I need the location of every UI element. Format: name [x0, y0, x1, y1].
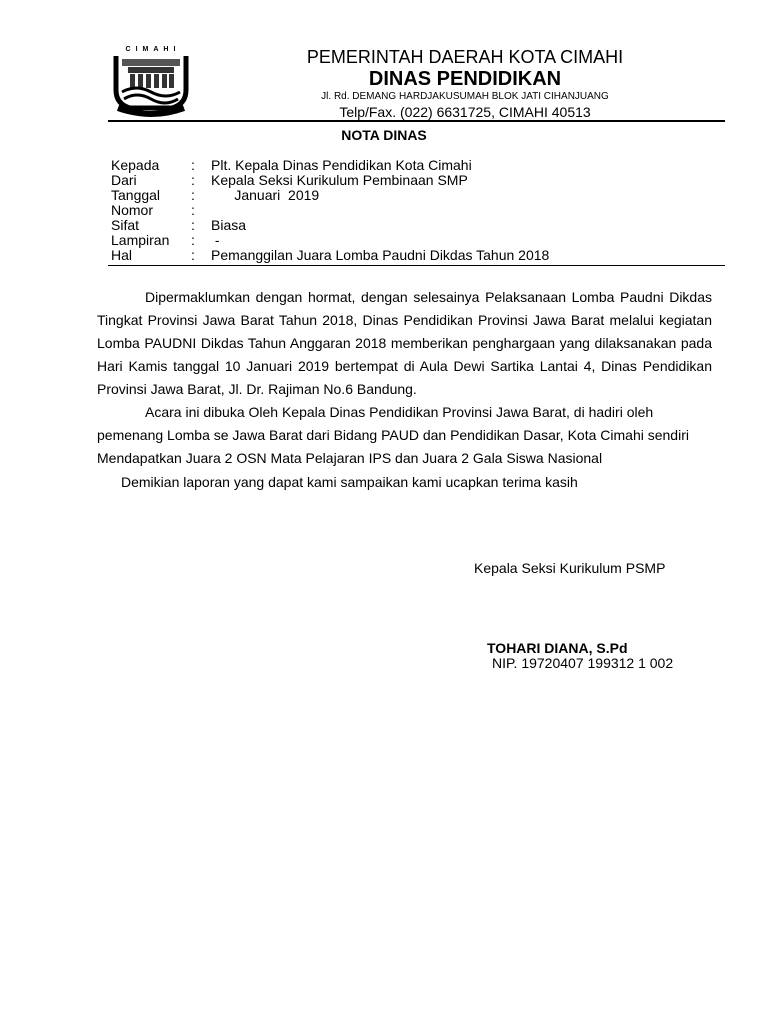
- header-field-value: Biasa: [211, 217, 247, 233]
- header-field-label: Kepada: [111, 157, 160, 173]
- header-field-value: Pemanggilan Juara Lomba Paudni Dikdas Tahun 2018: [211, 247, 550, 263]
- header-field-colon: :: [191, 157, 195, 173]
- header-field-label: Hal: [111, 247, 133, 263]
- header-field-value: Kepala Seksi Kurikulum Pembinaan SMP: [211, 172, 468, 188]
- header-field-colon: :: [191, 202, 195, 218]
- letterhead: [250, 46, 680, 120]
- city-emblem-logo: [108, 46, 194, 118]
- header-field-label: Dari: [111, 172, 137, 188]
- header-field-value: -: [211, 232, 220, 248]
- agency-address: Jl. Rd. DEMANG HARDJAKUSUMAH BLOK JATI CIHANJUANG: [321, 91, 609, 102]
- header-field-label: Nomor: [111, 202, 154, 218]
- body-paragraph-1: Dipermaklumkan dengan hormat, dengan selesainya Pelaksanaan Lomba Paudni Dikdas Tingkat Provinsi Jawa Barat Tahun 2018, Dinas Pendidikan Provinsi Jawa Barat melalui kegiatan Lomba PAUDNI Dikdas Tahun Anggaran 2018 memberikan penghargaan yang dilaksanakan pada Hari Kamis tanggal 10 Januari 2019 bertempat di Aula Dewi Sartika Lantai 4, Dinas Pendidikan Provinsi Jawa Barat, Jl. Dr. Rajiman No.6 Bandung.: [97, 289, 712, 397]
- memo-header-row: [108, 233, 725, 248]
- memo-body: [97, 286, 712, 470]
- memo-header-row: [108, 203, 725, 218]
- header-field-label: Lampiran: [111, 232, 170, 248]
- header-field-value: Plt. Kepala Dinas Pendidikan Kota Cimahi: [211, 157, 472, 173]
- header-field-colon: :: [191, 187, 195, 203]
- memo-header-row: [108, 188, 725, 203]
- memo-header-row: [108, 173, 725, 188]
- closing-sentence: Demikian laporan yang dapat kami sampaikan kami ucapkan terima kasih: [121, 474, 578, 490]
- header-field-colon: :: [191, 232, 195, 248]
- header-field-label: Tanggal: [111, 187, 161, 203]
- signatory-name: TOHARI DIANA, S.Pd: [487, 640, 628, 656]
- memo-header-row: [108, 218, 725, 233]
- memo-header-row: [108, 248, 725, 263]
- memo-header-table: [108, 158, 725, 263]
- agency-phone: Telp/Fax. (022) 6631725, CIMAHI 40513: [339, 104, 591, 120]
- memo-header-divider: [108, 265, 725, 266]
- memo-header-row: [108, 158, 725, 173]
- agency-name: DINAS PENDIDIKAN: [368, 68, 562, 90]
- logo-caption: CIMAHI: [125, 46, 181, 53]
- header-field-value: Januari 2019: [211, 187, 320, 203]
- signatory-nip: NIP. 19720407 199312 1 002: [492, 655, 674, 671]
- header-field-colon: :: [191, 217, 195, 233]
- header-field-label: Sifat: [111, 217, 140, 233]
- header-field-value: [211, 203, 725, 218]
- body-paragraph-2: Acara ini dibuka Oleh Kepala Dinas Pendidikan Provinsi Jawa Barat, di hadiri oleh pemenang Lomba se Jawa Barat dari Bidang PAUD dan Pendidikan Dasar, Kota Cimahi sendiri Mendapatkan Juara 2 OSN Mata Pelajaran IPS dan Juara 2 Gala Siswa Nasional: [97, 404, 689, 466]
- signatory-position: Kepala Seksi Kurikulum PSMP: [474, 560, 666, 576]
- header-field-colon: :: [191, 247, 195, 263]
- government-name: PEMERINTAH DAERAH KOTA CIMAHI: [306, 47, 624, 67]
- letterhead-divider: [108, 120, 725, 122]
- document-title: NOTA DINAS: [341, 127, 427, 143]
- header-field-colon: :: [191, 172, 195, 188]
